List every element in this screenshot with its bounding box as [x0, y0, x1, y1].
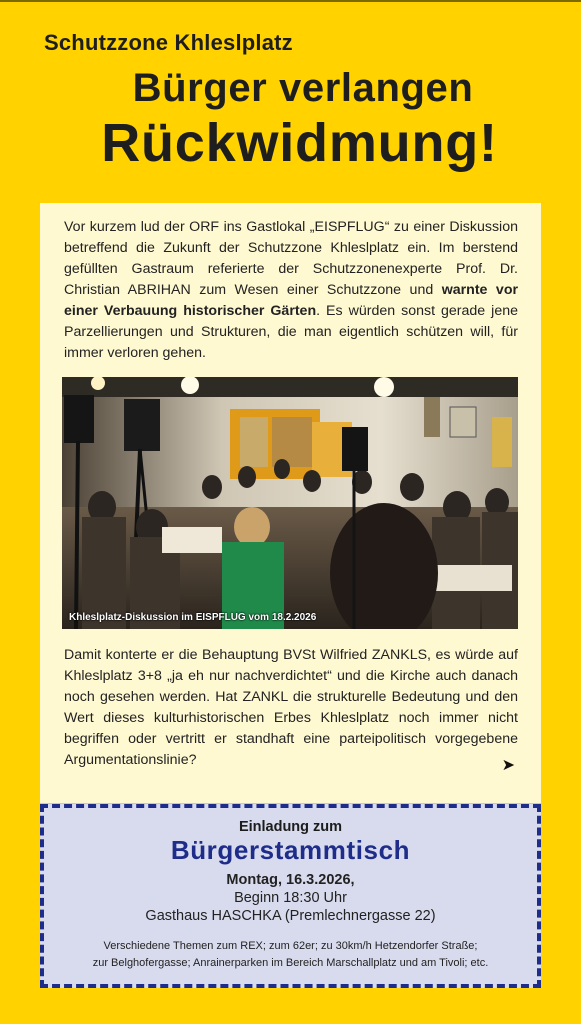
paragraph-1-text-b: . Es würden sonst gerade jene Parzellierungen und Strukturen, die man eigentlich schützen will, für immer verloren gehen. — [64, 303, 518, 361]
continue-arrow-icon: ➤ — [501, 757, 515, 774]
event-photo — [62, 377, 518, 629]
top-rule — [0, 0, 581, 2]
invitation-title: Einladung zum — [238, 819, 343, 835]
event-venue: Gasthaus HASCHKA (Premlechnergasse 22) — [145, 908, 436, 924]
photo-caption: Khleslplatz-Diskussion im EISPFLUG vom 18.2.2026 — [69, 612, 317, 623]
event-date: Montag, 16.3.2026, — [226, 872, 355, 888]
article-card — [40, 203, 541, 803]
event-name: Bürgerstammtisch — [170, 835, 411, 865]
headline-line-1: Bürger verlangen — [132, 66, 474, 110]
event-photo-illustration — [62, 377, 518, 629]
invitation-box — [40, 804, 541, 988]
article-paragraph-1 — [64, 217, 518, 364]
topics-line-1: Verschiedene Themen zum REX; zum 62er; zu 30km/h Hetzendorfer Straße; — [103, 940, 478, 952]
event-time: Beginn 18:30 Uhr — [234, 890, 347, 906]
paragraph-1-emphasis: warnte vor einer Verbauung historischer Gärten — [64, 282, 519, 319]
paragraph-1-text-a: Vor kurzem lud der ORF ins Gastlokal „EISPFLUG“ zu einer Diskussion betreffend die Zukunft der Schutzzone Khleslplatz ein. Im berstend gefüllten Gastraum referierte der Schutzzonenexperte Prof. Dr. Christian ABRIHAN zum Wesen einer Schutzzone und — [64, 219, 518, 298]
headline-line-2: Rückwidmung! — [101, 113, 498, 173]
article-paragraph-2: Damit konterte er die Behauptung BVSt Wilfried ZANKLS, es würde auf Khleslplatz 3+8 „ja eh nur nachverdichtet“ und die Kirche auch danach noch gesehen werden. Hat ZANKL die strukturelle Bedeutung und den Wert dieses kulturhistorischen Erbes Khleslplatz noch immer nicht begriffen oder vertritt er standhaft eine parteipolitisch vorgegebene Argumentationslinie? — [64, 647, 518, 768]
event-topics — [44, 938, 537, 972]
kicker-title: Schutzzone Khleslplatz — [44, 30, 293, 55]
topics-line-2: zur Belghofergasse; Anrainerparken im Bereich Marschallplatz und am Tivoli; etc. — [92, 957, 489, 969]
